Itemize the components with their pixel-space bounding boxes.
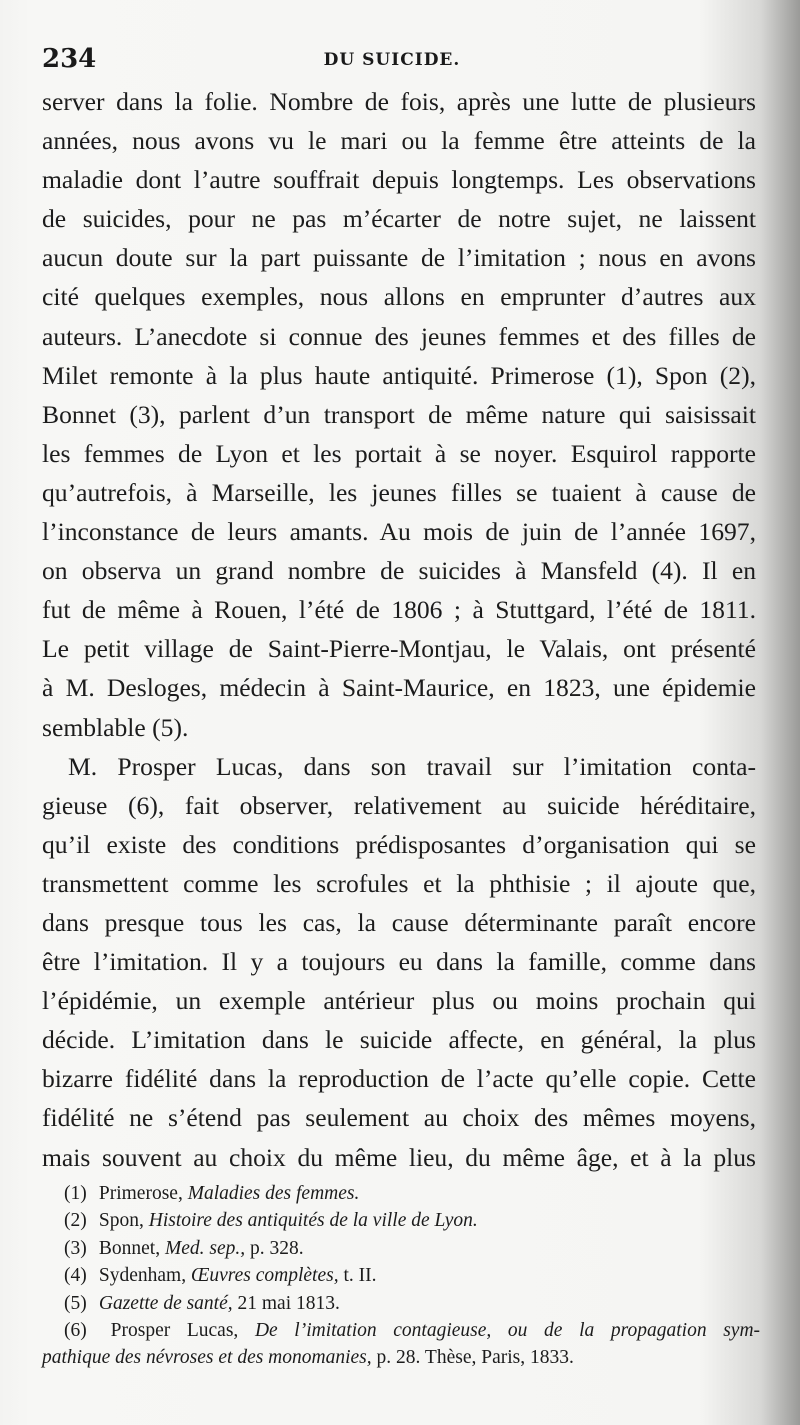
footnote-title: Maladies des femmes.	[187, 1183, 360, 1204]
footnote-number: (5)	[64, 1292, 87, 1314]
footnote-author: Prosper Lucas,	[110, 1320, 239, 1342]
footnote-6-continuation	[42, 1344, 760, 1371]
text-line: les femmes de Lyon et les portait à se noyer. Esquirol rapporte	[42, 438, 756, 468]
footnote-rest: 21 mai 1813.	[237, 1292, 340, 1314]
text-line: dans presque tous les cas, la cause déterminante paraît encore	[42, 907, 756, 937]
text-line: gieuse (6), fait observer, relativement au suicide héréditaire,	[42, 790, 756, 820]
text-line: Milet remonte à la plus haute antiquité. Primerose (1), Spon (2),	[42, 360, 756, 390]
paragraph-1	[42, 82, 756, 747]
footnote-author: Spon,	[98, 1210, 144, 1232]
text-line: années, nous avons vu le mari ou la femme être atteints de la	[42, 126, 756, 156]
running-head: DU SUICIDE.	[323, 50, 461, 70]
footnote-5	[42, 1290, 760, 1317]
footnote-title: De l’imitation contagieuse, ou de la propagation sym-	[254, 1320, 761, 1342]
text-line: l’épidémie, un exemple antérieur plus ou moins prochain qui	[42, 986, 756, 1016]
footnote-6	[42, 1317, 760, 1344]
text-line: server dans la folie. Nombre de fois, après une lutte de plusieurs	[42, 87, 756, 116]
footnote-number: (2)	[64, 1210, 87, 1232]
footnote-number: (1)	[64, 1183, 87, 1204]
text-line: maladie dont l’autre souffrait depuis longtemps. Les observations	[42, 165, 756, 195]
footnote-title: Œuvres complètes,	[190, 1265, 339, 1287]
footnote-1	[42, 1180, 760, 1207]
text-line: on observa un grand nombre de suicides à Mansfeld (4). Il en	[42, 556, 756, 586]
footnote-number: (4)	[64, 1265, 87, 1287]
body-text	[42, 82, 756, 1177]
text-line: l’inconstance de leurs amants. Au mois de juin de l’année 1697,	[42, 517, 756, 547]
text-line: cité quelques exemples, nous allons en emprunter d’autres aux	[42, 282, 756, 312]
text-line: aucun doute sur la part puissante de l’imitation ; nous en avons	[42, 243, 756, 273]
text-line: de suicides, pour ne pas m’écarter de notre sujet, ne laissent	[42, 204, 756, 234]
text-line: bizarre fidélité dans la reproduction de l’acte qu’elle copie. Cette	[42, 1064, 756, 1094]
text-line: fut de même à Rouen, l’été de 1806 ; à Stuttgard, l’été de 1811.	[42, 595, 756, 625]
page-header	[42, 42, 742, 76]
text-line: Le petit village de Saint-Pierre-Montjau, le Valais, ont présenté	[42, 634, 756, 664]
footnote-4	[42, 1262, 760, 1289]
text-line: à M. Desloges, médecin à Saint-Maurice, en 1823, une épidemie	[42, 673, 756, 703]
footnote-author: Bonnet,	[98, 1237, 161, 1259]
footnote-author: Primerose,	[98, 1183, 183, 1204]
footnote-number: (3)	[64, 1237, 87, 1259]
footnote-rest: t. II.	[343, 1265, 377, 1287]
footnote-title: pathique des névroses et des monomanies,	[42, 1347, 372, 1369]
text-line: transmettent comme les scrofules et la phthisie ; il ajoute que,	[42, 868, 756, 898]
paragraph-2	[42, 747, 756, 1177]
footnote-2	[42, 1207, 760, 1234]
footnote-title: Med. sep.,	[164, 1237, 246, 1259]
text-line: M. Prosper Lucas, dans son travail sur l’imitation conta-	[68, 751, 756, 781]
page-number: 234	[42, 44, 97, 74]
text-line: auteurs. L’anecdote si connue des jeunes femmes et des filles de	[42, 321, 756, 351]
text-line: qu’il existe des conditions prédisposantes d’organisation qui se	[42, 829, 756, 859]
text-line: mais souvent au choix du même lieu, du même âge, et à la plus	[42, 1142, 756, 1172]
text-line: décide. L’imitation dans le suicide affecte, en général, la plus	[42, 1025, 756, 1055]
footnote-title: Histoire des antiquités de la ville de Lyon.	[148, 1210, 478, 1232]
text-line: Bonnet (3), parlent d’un transport de même nature qui saisissait	[42, 399, 756, 429]
footnote-3	[42, 1235, 760, 1262]
footnote-author: Sydenham,	[98, 1265, 187, 1287]
text-line: qu’autrefois, à Marseille, les jeunes filles se tuaient à cause de	[42, 477, 756, 507]
text-line: être l’imitation. Il y a toujours eu dans la famille, comme dans	[42, 947, 756, 977]
footnotes	[42, 1180, 760, 1372]
text-line: semblable (5).	[42, 712, 189, 742]
footnote-number: (6)	[64, 1320, 87, 1342]
footnote-rest: p. 328.	[250, 1237, 304, 1259]
footnote-title: Gazette de santé,	[98, 1292, 233, 1314]
text-line: fidélité ne s’étend pas seulement au choix des mêmes moyens,	[42, 1103, 756, 1133]
footnote-rest: p. 28. Thèse, Paris, 1833.	[376, 1347, 574, 1369]
